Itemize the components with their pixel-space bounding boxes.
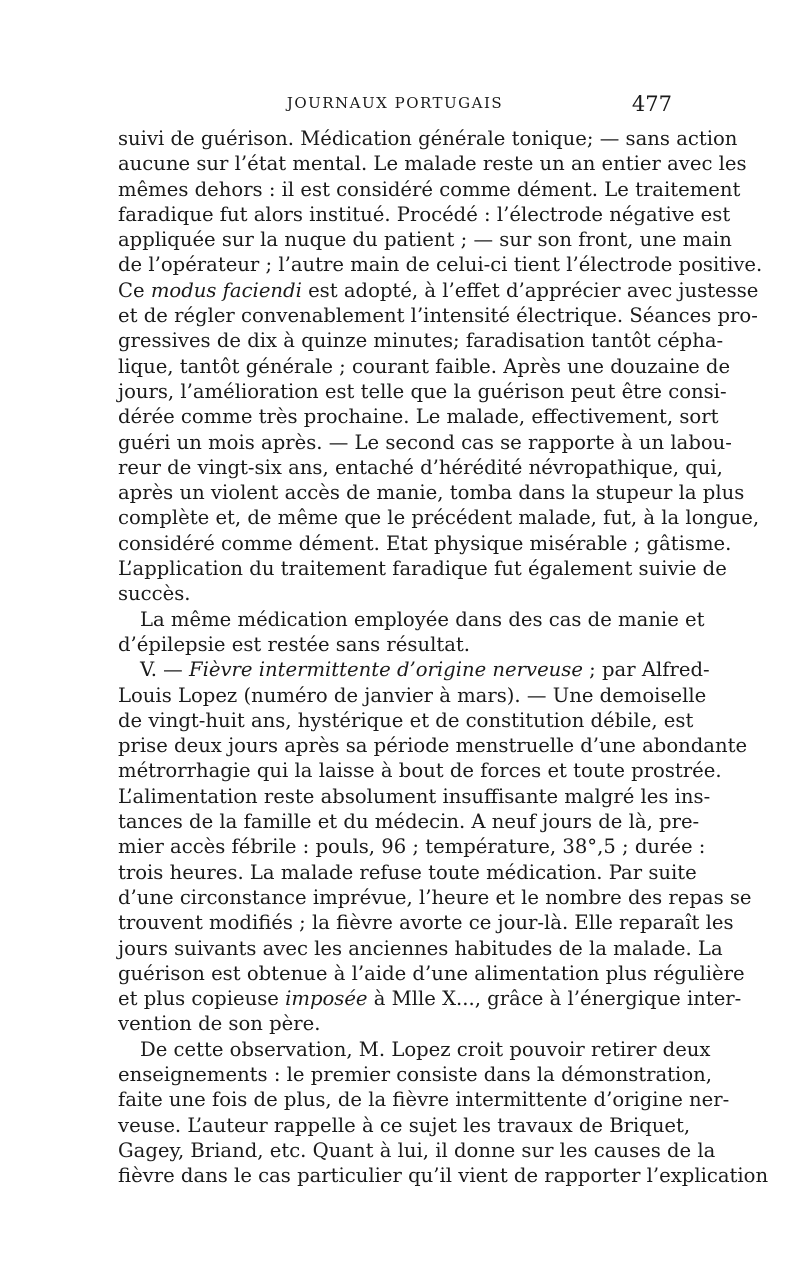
text-line xyxy=(118,278,759,303)
text-line xyxy=(118,986,742,1011)
text-line: tances de la famille et du médecin. A neuf jours de là, pre- xyxy=(118,810,700,834)
text-line: L’alimentation reste absolument insuffisante malgré les ins- xyxy=(118,784,711,808)
text-line: mêmes dehors : il est considéré comme dément. Le traitement xyxy=(118,177,741,201)
text-line: veuse. L’auteur rappelle à ce sujet les travaux de Briquet, xyxy=(118,1113,691,1137)
text-line: dérée comme très prochaine. Le malade, effectivement, sort xyxy=(118,405,719,429)
text-segment: à Mlle X..., grâce à l’énergique inter- xyxy=(367,987,742,1011)
text-line: gressives de dix à quinze minutes; faradisation tantôt cépha- xyxy=(118,329,724,353)
text-line: d’une circonstance imprévue, l’heure et le nombre des repas se xyxy=(118,885,752,909)
text-line: guérison est obtenue à l’aide d’une alimentation plus régulière xyxy=(118,961,745,985)
italic-text: imposée xyxy=(285,987,368,1011)
italic-text: Fièvre intermittente d’origine nerveuse xyxy=(189,658,583,682)
text-line: reur de vingt-six ans, entaché d’hérédité névropathique, qui, xyxy=(118,455,723,479)
text-segment: ; par Alfred- xyxy=(582,658,710,682)
italic-text: modus faciendi xyxy=(150,278,302,302)
page-header xyxy=(118,92,672,122)
text-line: complète et, de même que le précédent malade, fut, à la longue, xyxy=(118,506,760,530)
text-line: La même médication employée dans des cas de manie et xyxy=(140,607,705,631)
text-line: Gagey, Briand, etc. Quant à lui, il donne sur les causes de la xyxy=(118,1138,716,1162)
text-line xyxy=(118,657,710,682)
text-line: trois heures. La malade refuse toute médication. Par suite xyxy=(118,860,697,884)
text-line: jours, l’amélioration est telle que la guérison peut être consi- xyxy=(118,379,727,403)
text-line: appliquée sur la nuque du patient ; — sur son front, une main xyxy=(118,228,732,252)
text-segment: V. — xyxy=(140,658,190,682)
text-line: de l’opérateur ; l’autre main de celui-ci tient l’électrode positive. xyxy=(118,253,763,277)
text-line: considéré comme dément. Etat physique misérable ; gâtisme. xyxy=(118,531,732,555)
text-line: vention de son père. xyxy=(118,1012,321,1036)
text-line: lique, tantôt générale ; courant faible. Après une douzaine de xyxy=(118,354,731,378)
text-line: guéri un mois après. — Le second cas se rapporte à un labou- xyxy=(118,430,732,454)
text-line: trouvent modifiés ; la fièvre avorte ce jour-là. Elle reparaît les xyxy=(118,911,734,935)
text-line: L’application du traitement faradique fut également suivie de xyxy=(118,557,727,581)
text-segment: est adopté, à l’effet d’apprécier avec justesse xyxy=(301,278,759,302)
text-line: après un violent accès de manie, tomba dans la stupeur la plus xyxy=(118,481,745,505)
text-line: faradique fut alors institué. Procédé : l’électrode négative est xyxy=(118,202,731,226)
text-line: aucune sur l’état mental. Le malade reste un an entier avec les xyxy=(118,152,747,176)
text-line: De cette observation, M. Lopez croit pouvoir retirer deux xyxy=(140,1037,711,1061)
text-line: métrorrhagie qui la laisse à bout de forces et toute prostrée. xyxy=(118,759,722,783)
body-text xyxy=(118,126,769,1188)
page-number: 477 xyxy=(631,92,672,116)
text-line: et de régler convenablement l’intensité électrique. Séances pro- xyxy=(118,304,758,328)
text-line: fièvre dans le cas particulier qu’il vient de rapporter l’explication xyxy=(118,1164,769,1188)
text-line: de vingt-huit ans, hystérique et de constitution débile, est xyxy=(118,708,694,732)
text-line: faite une fois de plus, de la fièvre intermittente d’origine ner- xyxy=(118,1088,730,1112)
text-line: Louis Lopez (numéro de janvier à mars). — Une demoiselle xyxy=(118,683,707,707)
running-title: JOURNAUX PORTUGAIS xyxy=(286,94,504,112)
text-line: suivi de guérison. Médication générale tonique; — sans action xyxy=(118,127,738,150)
text-line: succès. xyxy=(118,582,191,606)
text-line: mier accès fébrile : pouls, 96 ; température, 38°,5 ; durée : xyxy=(118,835,706,859)
text-line: enseignements : le premier consiste dans la démonstration, xyxy=(118,1062,712,1086)
text-line: prise deux jours après sa période menstruelle d’une abondante xyxy=(118,734,748,758)
text-line: jours suivants avec les anciennes habitudes de la malade. La xyxy=(118,936,723,960)
text-segment: Ce xyxy=(118,278,151,302)
text-line: d’épilepsie est restée sans résultat. xyxy=(118,632,470,656)
text-segment: et plus copieuse xyxy=(118,987,286,1011)
